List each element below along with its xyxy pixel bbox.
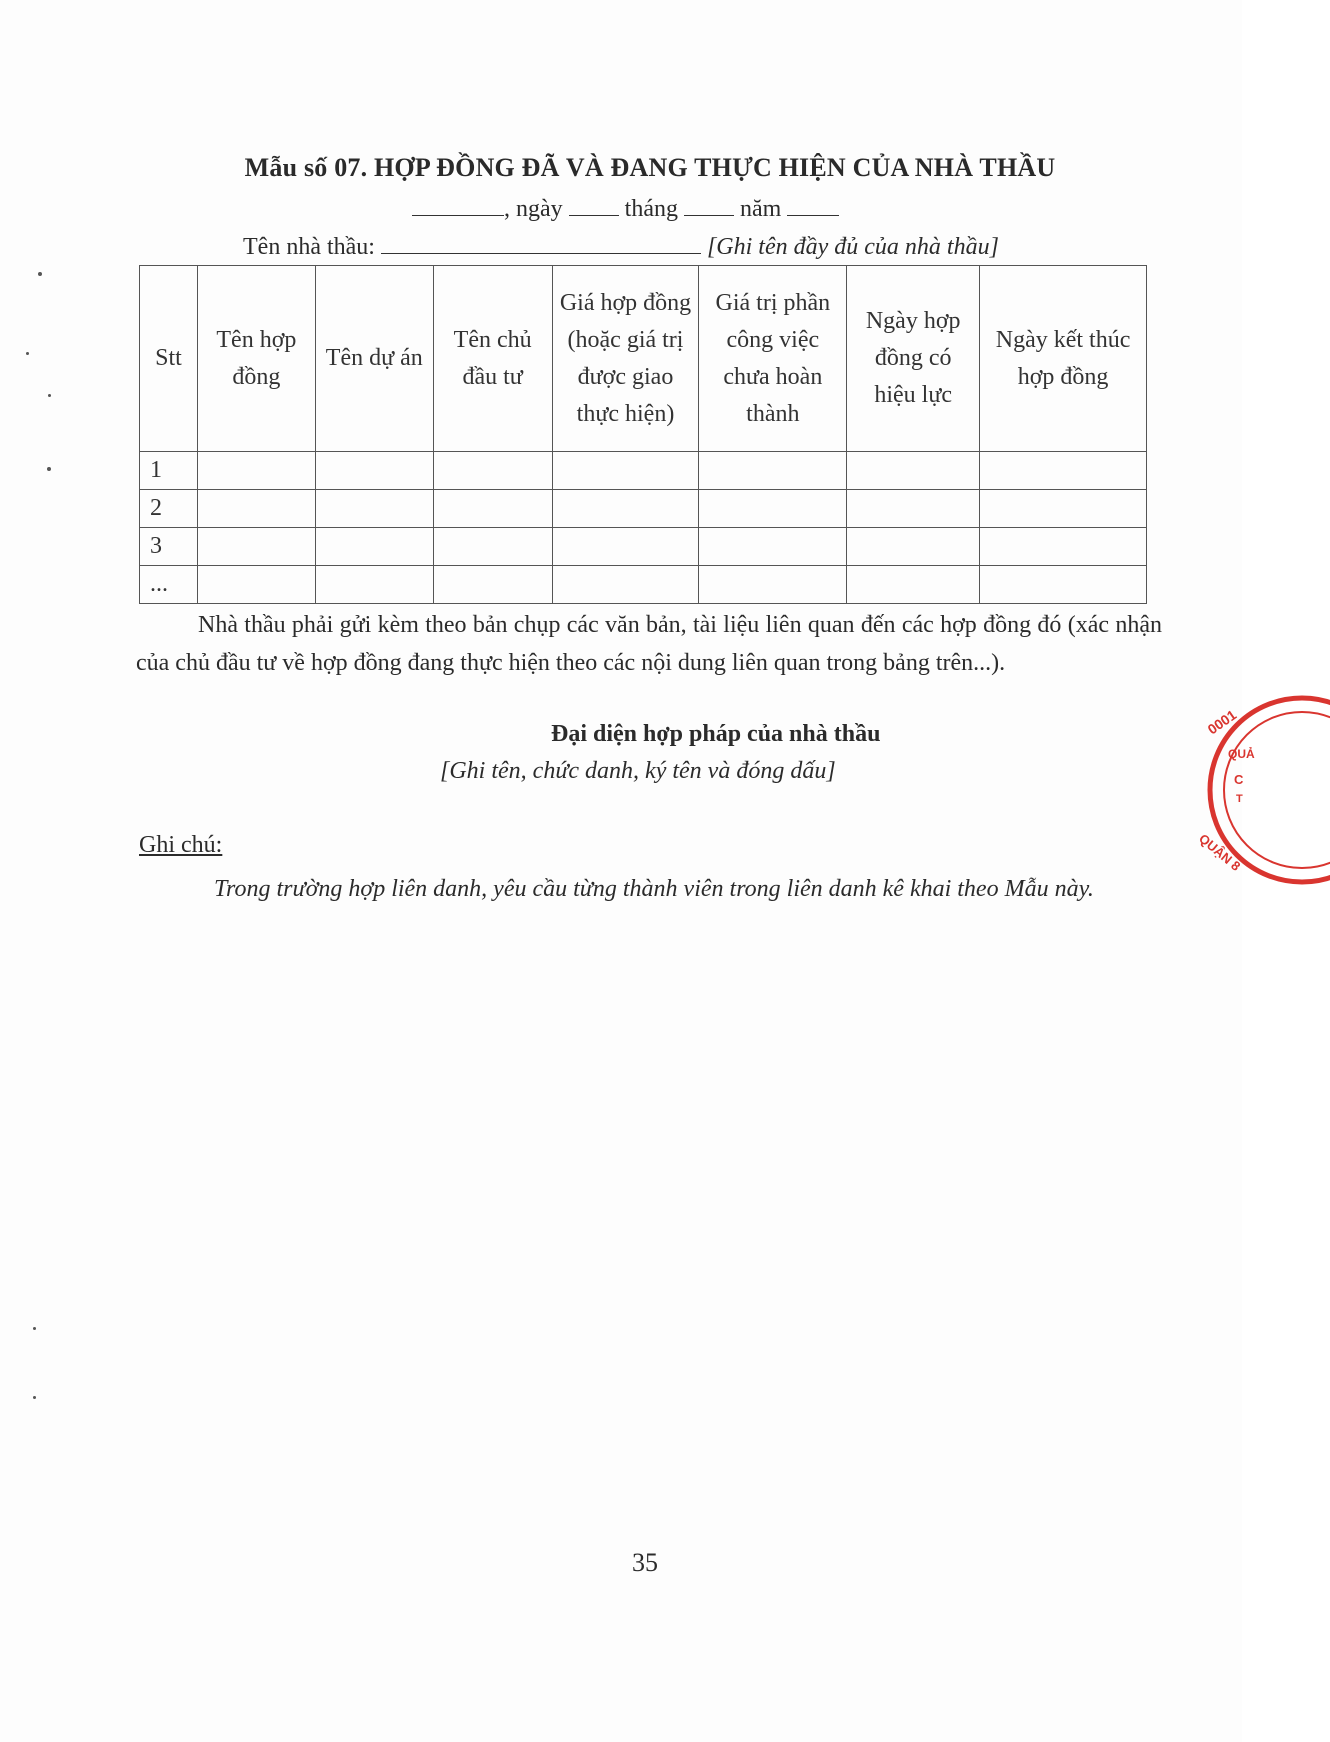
note-label: Ghi chú: <box>139 832 223 858</box>
table-cell <box>315 528 433 566</box>
representative-title: Đại diện hợp pháp của nhà thầu <box>551 721 881 747</box>
table-cell <box>980 490 1147 528</box>
date-month-label: tháng <box>624 196 678 222</box>
contractor-label: Tên nhà thầu: <box>243 234 375 260</box>
row-number: ... <box>140 566 198 604</box>
table-cell <box>847 490 980 528</box>
table-cell <box>315 490 433 528</box>
scan-speck <box>33 1396 36 1399</box>
table-header-row <box>140 266 1147 452</box>
seal-text-fragment: T <box>1236 793 1243 805</box>
scan-speck <box>38 272 42 276</box>
contractor-line <box>243 231 999 261</box>
table-cell <box>197 566 315 604</box>
scan-speck <box>47 467 51 471</box>
date-line <box>412 193 839 223</box>
table-cell <box>980 566 1147 604</box>
row-number: 2 <box>140 490 198 528</box>
table-cell <box>433 490 552 528</box>
table-cell <box>315 452 433 490</box>
table-row <box>140 566 1147 604</box>
table-cell <box>847 528 980 566</box>
page-title: Mẫu số 07. HỢP ĐỒNG ĐÃ VÀ ĐANG THỰC HIỆN CỦA NHÀ THẦU <box>244 153 1056 182</box>
table-cell <box>699 490 847 528</box>
seal-text-fragment: 0001 <box>1204 706 1240 738</box>
header-contract-name: Tên hợp đồng <box>197 266 315 452</box>
header-end-date: Ngày kết thúc hợp đồng <box>980 266 1147 452</box>
header-project-name: Tên dự án <box>315 266 433 452</box>
table-cell <box>847 452 980 490</box>
date-year-label: năm <box>739 196 782 222</box>
table-cell <box>197 452 315 490</box>
header-effective-date: Ngày hợp đồng có hiệu lực <box>847 266 980 452</box>
header-stt: Stt <box>140 266 198 452</box>
table-cell <box>980 528 1147 566</box>
table-cell <box>433 452 552 490</box>
note-text: Trong trường hợp liên danh, yêu cầu từng thành viên trong liên danh kê khai theo Mẫu này. <box>214 876 1094 902</box>
table-row <box>140 490 1147 528</box>
contractor-hint: [Ghi tên đầy đủ của nhà thầu] <box>706 234 999 260</box>
day-blank <box>569 193 619 216</box>
table-cell <box>552 452 699 490</box>
table-cell <box>315 566 433 604</box>
page-number: 35 <box>632 1548 658 1577</box>
scan-speck <box>48 394 51 397</box>
table-cell <box>699 528 847 566</box>
row-number: 3 <box>140 528 198 566</box>
table-cell <box>552 528 699 566</box>
table-cell <box>847 566 980 604</box>
contracts-table <box>139 265 1147 604</box>
header-remaining-value: Giá trị phần công việc chưa hoàn thành <box>699 266 847 452</box>
seal-stamp-icon <box>1190 690 1330 890</box>
month-blank <box>684 193 734 216</box>
table-cell <box>433 566 552 604</box>
header-investor-name: Tên chủ đầu tư <box>433 266 552 452</box>
table-cell <box>699 566 847 604</box>
table-cell <box>699 452 847 490</box>
seal-inner-ring <box>1224 712 1330 868</box>
row-number: 1 <box>140 452 198 490</box>
scan-speck <box>26 352 29 355</box>
representative-hint: [Ghi tên, chức danh, ký tên và đóng dấu] <box>440 758 836 784</box>
table-row <box>140 452 1147 490</box>
table-cell <box>433 528 552 566</box>
table-row <box>140 528 1147 566</box>
table-cell <box>197 528 315 566</box>
year-blank <box>787 193 839 216</box>
seal-text-fragment: QUẢ <box>1228 747 1255 761</box>
table-cell <box>552 490 699 528</box>
attachment-paragraph: Nhà thầu phải gửi kèm theo bản chụp các văn bản, tài liệu liên quan đến các hợp đồng đó (xác nhận của chủ đầu tư về hợp đồng đang thực hiện theo các nội dung liên quan trong bảng trên...). <box>136 612 1162 676</box>
table-cell <box>980 452 1147 490</box>
contractor-blank <box>381 231 701 254</box>
seal-text-fragment: C <box>1234 772 1244 787</box>
seal-text-fragment: QUẬN 8 <box>1196 830 1244 874</box>
header-contract-value: Giá hợp đồng (hoặc giá trị được giao thực hiện) <box>552 266 699 452</box>
table-cell <box>197 490 315 528</box>
date-day-label: , ngày <box>504 196 563 222</box>
place-blank <box>412 193 504 216</box>
table-cell <box>552 566 699 604</box>
scan-speck <box>33 1327 36 1330</box>
